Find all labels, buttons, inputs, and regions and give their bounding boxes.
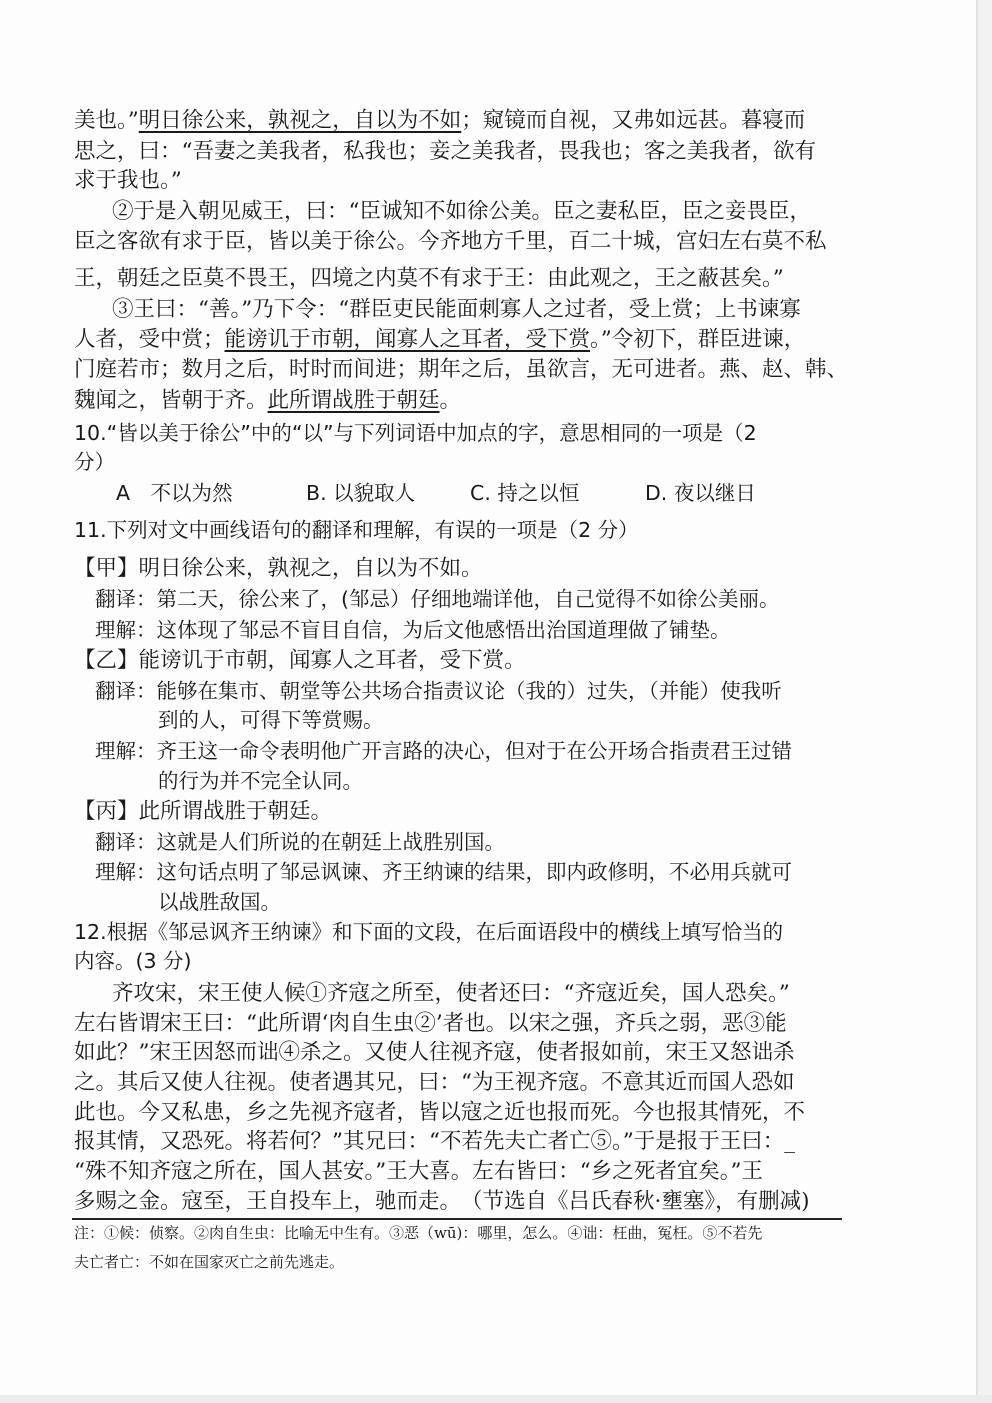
bottom-edge (0, 1395, 992, 1403)
q11-jia-title: 【甲】明日徐公来，孰视之，自以为不如。 (74, 556, 483, 581)
q11-jia-translation: 翻译：第二天，徐公来了，(邹忌）仔细地端详他，自己觉得不如徐公美丽。 (95, 587, 780, 611)
q11-yi-understanding: 的行为并不完全认同。 (158, 769, 363, 793)
passage-line: 王，朝廷之臣莫不畏王，四境之内莫不有求于王：由此观之，王之蔽甚矣。” (74, 266, 784, 291)
q12-passage-line-with-blank: 报其情，又恐死。将若何？”其兄曰：“不若先夫亡者亡⑤。”于是报于王曰：_ (74, 1129, 795, 1154)
footnote-line: 注：①候：侦察。②肉自生虫：比喻无中生有。③恶（wū)：哪里，怎么。④诎：枉曲，冤枉。⑤不若先 (74, 1224, 763, 1242)
q10-option-b: B. 以貌取人 (306, 481, 416, 505)
passage-line: 门庭若市；数月之后，时时而间进；期年之后，虽欲言，无可进者。燕、赵、韩、 (74, 357, 849, 382)
q10-option-c: C. 持之以恒 (470, 481, 580, 505)
q11-yi-translation: 翻译：能够在集市、朝堂等公共场合指责议论（我的）过失，（并能）使我听 (95, 679, 782, 703)
passage-line: 臣之客欲有求于臣，皆以美于徐公。今齐地方千里，百二十城，宫妇左右莫不私 (74, 229, 827, 254)
q12-passage-line: 此也。今又私患，乡之先视齐寇者，皆以寇之近也报而死。今也报其情死，不 (74, 1100, 806, 1125)
notes-divider (72, 1218, 842, 1220)
q12-passage-line: 多赐之金。寇至，王自投车上，驰而走。 （节选自《吕氏春秋·壅塞》，有删减) (74, 1189, 810, 1214)
q12-passage-line: 之。其后又使人往视。使者遇其兄，曰：“为王视齐寇。不意其近而国人恐如 (74, 1070, 795, 1095)
q12-passage-line: 齐攻宋，宋王使人候①齐寇之所至，使者还曰：“齐寇近矣，国人恐矣。” (112, 981, 790, 1006)
q12-passage-line: “殊不知齐寇之所在，国人甚安。”王大喜。左右皆曰：“乡之死者宜矣。”王 (74, 1159, 763, 1184)
question-12-stem: 内容。(3 分) (74, 949, 192, 973)
passage-line: 人者，受中赏；能谤讥于市朝，闻寡人之耳者，受下赏。”令初下，群臣进谏， (74, 327, 806, 352)
question-10-stem: 10.“皆以美于徐公”中的“以”与下列词语中加点的字，意思相同的一项是（2 (74, 421, 757, 445)
q11-yi-translation: 到的人，可得下等赏赐。 (158, 708, 384, 732)
passage-line: 美也。”明日徐公来，孰视之，自以为不如；窥镜而自视，又弗如远甚。暮寝而 (74, 108, 806, 133)
passage-paragraph-3: ③王曰：“善。”乃下令：“群臣吏民能面刺寡人之过者，受上赏；上书谏寡 (112, 297, 801, 322)
q11-bing-title: 【丙】此所谓战胜于朝廷。 (74, 799, 333, 824)
question-10-stem: 分） (74, 450, 115, 474)
passage-line: 求于我也。” (74, 168, 182, 193)
question-11-stem: 11.下列对文中画线语句的翻译和理解，有误的一项是（2 分） (74, 518, 639, 542)
passage-line: 魏闻之，皆朝于齐。此所谓战胜于朝廷。 (74, 388, 462, 413)
q11-yi-title: 【乙】能谤讥于市朝，闻寡人之耳者，受下赏。 (74, 648, 526, 673)
underlined-sentence-bing: 此所谓战胜于朝廷 (267, 388, 440, 413)
q12-passage-line: 如此？”宋王因怒而诎④杀之。又使人往视齐寇，使者报如前，宋王又怒诎杀 (74, 1040, 795, 1065)
q10-option-a: A 不以为然 (116, 481, 233, 505)
q11-yi-understanding: 理解：齐王这一命令表明他广开言路的决心，但对于在公开场合指责君王过错 (95, 739, 792, 763)
footnote-line: 夫亡者亡：不如在国家灭亡之前先逃走。 (74, 1253, 345, 1271)
passage-line: 思之，曰：“吾妻之美我者，私我也；妾之美我者，畏我也；客之美我者，欲有 (74, 139, 816, 164)
passage-paragraph-2: ②于是入朝见威王，曰：“臣诚知不如徐公美。臣之妻私臣，臣之妾畏臣， (112, 199, 811, 224)
q11-bing-understanding: 理解：这句话点明了邹忌讽谏、齐王纳谏的结果，即内政修明，不必用兵就可 (95, 860, 792, 884)
q10-option-d: D. 夜以继日 (645, 481, 756, 505)
underlined-sentence-jia: 明日徐公来，孰视之，自以为不如 (138, 108, 462, 133)
q12-passage-line: 左右皆谓宋王曰：“此所谓‘肉自生虫②’者也。以宋之强，齐兵之弱，恶③能 (74, 1011, 787, 1036)
q11-bing-understanding: 以战胜敌国。 (158, 890, 281, 914)
q11-bing-translation: 翻译：这就是人们所说的在朝廷上战胜别国。 (95, 830, 505, 854)
underlined-sentence-yi: 能谤讥于市朝，闻寡人之耳者，受下赏 (224, 327, 591, 352)
q11-jia-understanding: 理解：这体现了邹忌不盲目自信，为后文他感悟出治国道理做了铺垫。 (95, 618, 731, 642)
question-12-stem: 12.根据《邹忌讽齐王纳谏》和下面的文段，在后面语段中的横线上填写恰当的 (74, 920, 784, 944)
